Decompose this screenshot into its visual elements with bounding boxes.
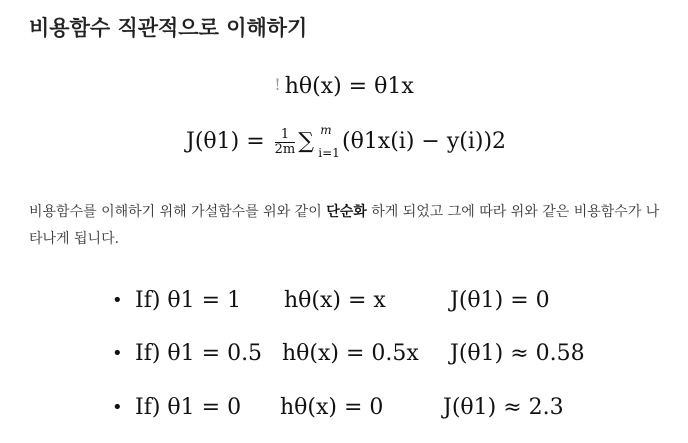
example-cost: J(θ1) ≈ 0.58 bbox=[450, 341, 585, 366]
section-heading: 비용함수 직관적으로 이해하기 bbox=[29, 16, 308, 40]
example-cost: J(θ1) ≈ 2.3 bbox=[443, 395, 564, 420]
example-cost: J(θ1) = 0 bbox=[450, 288, 550, 313]
fraction bbox=[275, 128, 296, 156]
hypothesis-equation bbox=[0, 74, 688, 99]
explanation-paragraph bbox=[29, 199, 665, 253]
sum-lower-limit: i=1 bbox=[318, 146, 340, 161]
example-hypothesis: hθ(x) = x bbox=[284, 288, 386, 313]
cost-lhs: J(θ1) = bbox=[186, 129, 265, 155]
summation: ∑ m i=1 bbox=[298, 123, 340, 161]
paragraph-text-before: 비용함수를 이해하기 위해 가설함수를 위와 같이 bbox=[29, 204, 327, 220]
cost-body: (θ1x(i) − y(i))2 bbox=[341, 129, 507, 155]
example-condition: If) θ1 = 0.5 bbox=[135, 341, 263, 366]
example-condition: If) θ1 = 1 bbox=[135, 288, 242, 313]
render-marker: ! bbox=[274, 75, 281, 94]
cost-function-equation bbox=[186, 123, 507, 161]
sum-upper-limit: m bbox=[320, 123, 332, 138]
example-condition: If) θ1 = 0 bbox=[135, 395, 242, 420]
example-hypothesis: hθ(x) = 0 bbox=[280, 395, 384, 420]
paragraph-bold-term: 단순화 bbox=[326, 204, 367, 220]
fraction-numerator: 1 bbox=[275, 128, 296, 143]
hypothesis-formula: hθ(x) = θ1x bbox=[284, 74, 414, 99]
example-hypothesis: hθ(x) = 0.5x bbox=[282, 341, 419, 366]
paragraph-text-after: 하게 되었고 그에 따라 위와 같은 비용함수가 나타나게 됩니다. bbox=[29, 204, 660, 247]
bullet-icon: • bbox=[112, 343, 123, 364]
bullet-icon: • bbox=[112, 397, 123, 418]
bullet-icon: • bbox=[112, 290, 123, 311]
fraction-denominator: 2m bbox=[274, 141, 296, 157]
